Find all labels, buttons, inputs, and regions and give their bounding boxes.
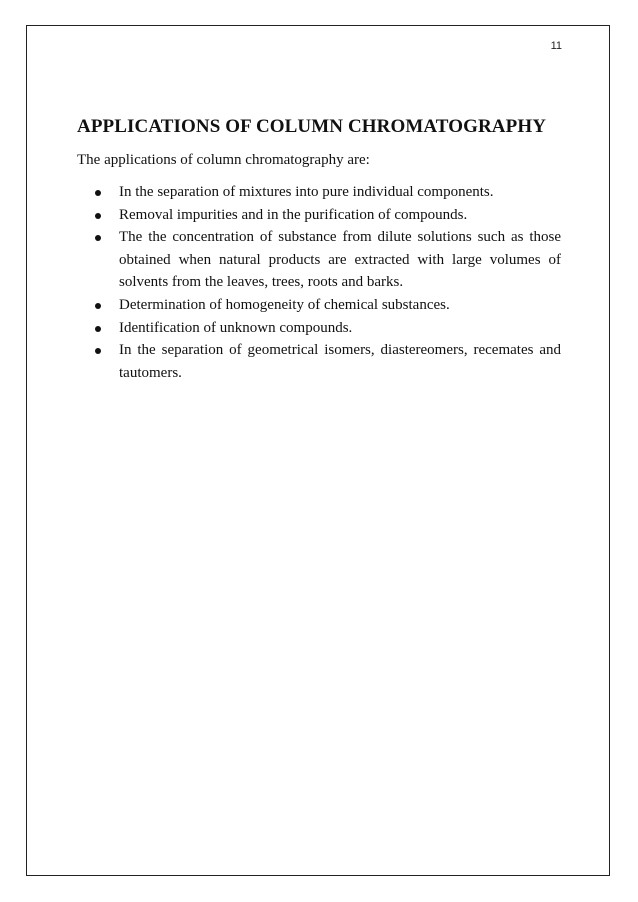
list-item-text: In the separation of mixtures into pure individual components. <box>119 184 494 200</box>
applications-list <box>95 181 561 384</box>
list-item <box>95 339 561 384</box>
list-item-text: Removal impurities and in the purification of compounds. <box>119 206 468 223</box>
section-heading: APPLICATIONS OF COLUMN CHROMATOGRAPHY <box>77 116 547 137</box>
bullet-icon <box>95 190 101 196</box>
list-item <box>95 317 561 340</box>
bullet-icon <box>95 326 101 332</box>
list-item <box>95 181 561 204</box>
page-number: 11 <box>550 40 562 52</box>
list-item-text: In the separation of geometrical isomers, diastereomers, recemates and tautomers. <box>119 342 561 381</box>
intro-text: The applications of column chromatography are: <box>77 152 370 168</box>
bullet-icon <box>95 235 101 241</box>
list-item-text: The the concentration of substance from dilute solutions such as those obtained when natural products are extracted with large volumes of solvents from the leaves, trees, roots and barks. <box>119 229 561 291</box>
list-item <box>95 204 561 227</box>
list-item-text: Identification of unknown compounds. <box>119 319 353 336</box>
bullet-icon <box>95 303 101 309</box>
list-item <box>95 294 561 317</box>
list-item-text: Determination of homogeneity of chemical substances. <box>119 296 450 313</box>
bullet-icon <box>95 348 101 354</box>
bullet-icon <box>95 213 101 219</box>
list-item <box>95 226 561 294</box>
